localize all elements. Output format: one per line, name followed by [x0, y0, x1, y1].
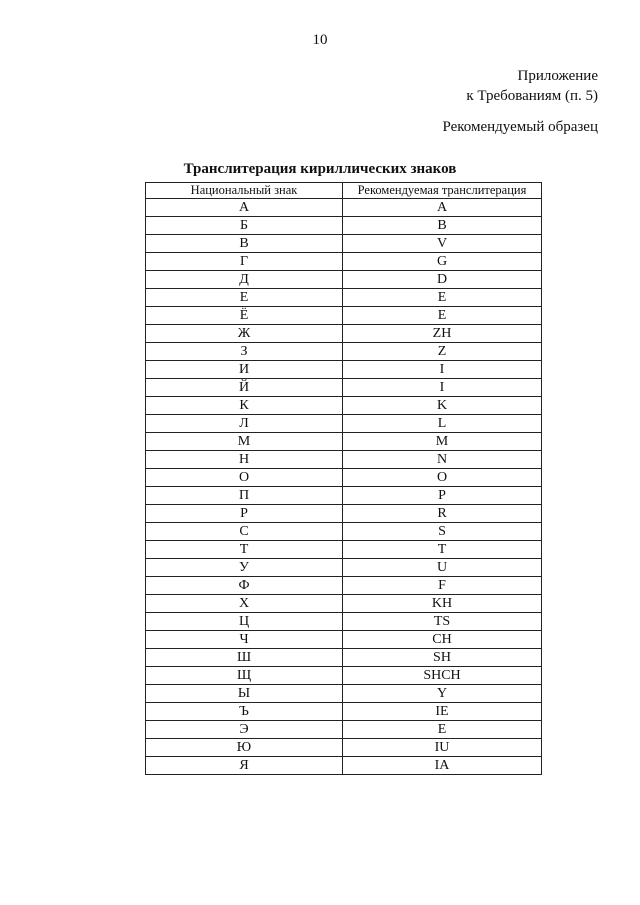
latin-transliteration-cell: A	[343, 199, 542, 217]
table-row	[146, 739, 542, 757]
cyrillic-letter-cell: К	[146, 397, 343, 415]
latin-transliteration-cell: TS	[343, 613, 542, 631]
latin-transliteration-cell: IE	[343, 703, 542, 721]
latin-transliteration-cell: Y	[343, 685, 542, 703]
table-row	[146, 361, 542, 379]
cyrillic-letter-cell: Е	[146, 289, 343, 307]
appendix-line-2: к Требованиям (п. 5)	[466, 88, 598, 104]
latin-transliteration-cell: L	[343, 415, 542, 433]
cyrillic-letter-cell: П	[146, 487, 343, 505]
table-row	[146, 199, 542, 217]
latin-transliteration-cell: SH	[343, 649, 542, 667]
cyrillic-letter-cell: У	[146, 559, 343, 577]
latin-transliteration-cell: IA	[343, 757, 542, 775]
cyrillic-letter-cell: Ф	[146, 577, 343, 595]
latin-transliteration-cell: F	[343, 577, 542, 595]
transliteration-table	[145, 182, 542, 775]
latin-transliteration-cell: IU	[343, 739, 542, 757]
table-row	[146, 415, 542, 433]
table-row	[146, 523, 542, 541]
latin-transliteration-cell: KH	[343, 595, 542, 613]
cyrillic-letter-cell: Ё	[146, 307, 343, 325]
cyrillic-letter-cell: Ы	[146, 685, 343, 703]
cyrillic-letter-cell: С	[146, 523, 343, 541]
appendix-reference	[466, 66, 598, 106]
latin-transliteration-cell: ZH	[343, 325, 542, 343]
latin-transliteration-cell: V	[343, 235, 542, 253]
table-row	[146, 757, 542, 775]
cyrillic-letter-cell: Т	[146, 541, 343, 559]
latin-transliteration-cell: I	[343, 379, 542, 397]
table-row	[146, 631, 542, 649]
cyrillic-letter-cell: И	[146, 361, 343, 379]
cyrillic-letter-cell: Г	[146, 253, 343, 271]
cyrillic-letter-cell: А	[146, 199, 343, 217]
table-row	[146, 613, 542, 631]
table-row	[146, 685, 542, 703]
cyrillic-letter-cell: Ю	[146, 739, 343, 757]
table-row	[146, 307, 542, 325]
table-row	[146, 289, 542, 307]
cyrillic-letter-cell: Щ	[146, 667, 343, 685]
latin-transliteration-cell: S	[343, 523, 542, 541]
table-title: Транслитерация кириллических знаков	[183, 161, 457, 177]
latin-transliteration-cell: E	[343, 721, 542, 739]
latin-transliteration-cell: T	[343, 541, 542, 559]
table-row	[146, 343, 542, 361]
table-row	[146, 397, 542, 415]
table-row	[146, 505, 542, 523]
table-row	[146, 559, 542, 577]
latin-transliteration-cell: B	[343, 217, 542, 235]
table-row	[146, 433, 542, 451]
cyrillic-letter-cell: М	[146, 433, 343, 451]
latin-transliteration-cell: Z	[343, 343, 542, 361]
table-body	[146, 199, 542, 775]
table-row	[146, 577, 542, 595]
table-row	[146, 235, 542, 253]
cyrillic-letter-cell: В	[146, 235, 343, 253]
latin-transliteration-cell: K	[343, 397, 542, 415]
cyrillic-letter-cell: Ц	[146, 613, 343, 631]
table-row	[146, 595, 542, 613]
table-row	[146, 253, 542, 271]
cyrillic-letter-cell: Х	[146, 595, 343, 613]
latin-transliteration-cell: U	[343, 559, 542, 577]
table-row	[146, 541, 542, 559]
table-row	[146, 325, 542, 343]
cyrillic-letter-cell: Ч	[146, 631, 343, 649]
cyrillic-letter-cell: Л	[146, 415, 343, 433]
table-row	[146, 721, 542, 739]
header-national-sign: Национальный знак	[146, 183, 343, 199]
header-recommended-transliteration: Рекомендуемая транслитерация	[343, 183, 542, 199]
table-row	[146, 703, 542, 721]
cyrillic-letter-cell: Б	[146, 217, 343, 235]
latin-transliteration-cell: G	[343, 253, 542, 271]
page-number: 10	[312, 32, 328, 48]
appendix-line-1: Приложение	[517, 68, 598, 84]
cyrillic-letter-cell: З	[146, 343, 343, 361]
latin-transliteration-cell: N	[343, 451, 542, 469]
latin-transliteration-cell: CH	[343, 631, 542, 649]
cyrillic-letter-cell: Й	[146, 379, 343, 397]
cyrillic-letter-cell: Н	[146, 451, 343, 469]
table-row	[146, 217, 542, 235]
cyrillic-letter-cell: Д	[146, 271, 343, 289]
sample-label: Рекомендуемый образец	[442, 119, 598, 135]
latin-transliteration-cell: I	[343, 361, 542, 379]
cyrillic-letter-cell: Р	[146, 505, 343, 523]
latin-transliteration-cell: E	[343, 289, 542, 307]
table-row	[146, 379, 542, 397]
latin-transliteration-cell: M	[343, 433, 542, 451]
cyrillic-letter-cell: Ш	[146, 649, 343, 667]
latin-transliteration-cell: O	[343, 469, 542, 487]
cyrillic-letter-cell: Э	[146, 721, 343, 739]
latin-transliteration-cell: P	[343, 487, 542, 505]
cyrillic-letter-cell: Я	[146, 757, 343, 775]
cyrillic-letter-cell: О	[146, 469, 343, 487]
table-row	[146, 649, 542, 667]
table-row	[146, 451, 542, 469]
cyrillic-letter-cell: Ж	[146, 325, 343, 343]
latin-transliteration-cell: SHCH	[343, 667, 542, 685]
table-row	[146, 271, 542, 289]
table-row	[146, 667, 542, 685]
table-header-row	[146, 183, 542, 199]
table-row	[146, 487, 542, 505]
cyrillic-letter-cell: Ъ	[146, 703, 343, 721]
latin-transliteration-cell: E	[343, 307, 542, 325]
latin-transliteration-cell: D	[343, 271, 542, 289]
table-row	[146, 469, 542, 487]
latin-transliteration-cell: R	[343, 505, 542, 523]
